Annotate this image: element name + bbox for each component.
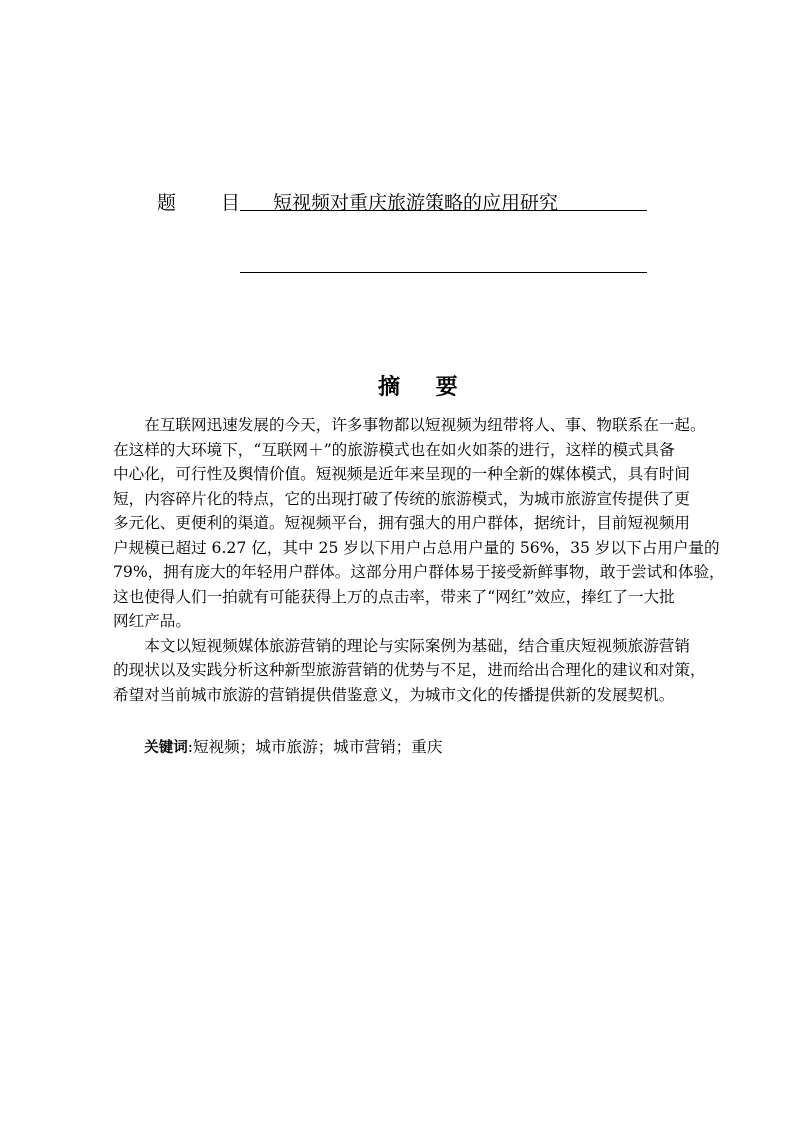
keywords-label: 关键词: [144, 740, 188, 756]
abstract-line: 的现状以及实践分析这种新型旅游营销的优势与不足，进而给出合理化的建议和对策，: [113, 661, 706, 679]
abstract-line: 短，内容碎片化的特点，它的出现打破了传统的旅游模式，为城市旅游宣传提供了更: [113, 489, 690, 508]
abstract-line: 这也使得人们一拍就有可能获得上万的点击率，带来了“网红”效应，捧红了一大批: [113, 587, 675, 606]
title-label-char-1: 题: [157, 192, 177, 214]
abstract-line: 多元化、更便利的渠道。短视频平台，拥有强大的用户群体，据统计，目前短视频用: [113, 514, 690, 532]
title-underline-2: [240, 272, 647, 273]
abstract-line: 希望对当前城市旅游的营销提供借鉴意义，为城市文化的传播提供新的发展契机。: [113, 685, 675, 704]
abstract-heading: 摘 要: [378, 374, 472, 400]
abstract-line: 本文以短视频媒体旅游营销的理论与实际案例为基础，结合重庆短视频旅游营销: [113, 636, 690, 655]
title-label-char-2: 目: [221, 192, 241, 214]
keywords-line: [113, 737, 442, 758]
abstract-line: 在这样的大环境下，“互联网＋”的旅游模式也在如火如荼的进行，这样的模式具备: [113, 440, 675, 459]
title-underline-1: [240, 210, 647, 211]
thesis-title: 短视频对重庆旅游策略的应用研究: [273, 192, 559, 214]
abstract-line: 在互联网迅速发展的今天，许多事物都以短视频为纽带将人、事、物联系在一起。: [113, 416, 706, 434]
abstract-line: 户规模已超过 6.27 亿，其中 25 岁以下用户占总用户量的 56%，35 岁以下占用户量的: [113, 538, 720, 557]
abstract-line: 中心化，可行性及舆情价值。短视频是近年来呈现的一种全新的媒体模式，具有时间: [113, 465, 690, 483]
abstract-line: 网红产品。: [113, 612, 191, 630]
keywords-value: :短视频；城市旅游；城市营销；重庆: [187, 738, 443, 756]
abstract-line: 79%，拥有庞大的年轻用户群体。这部分用户群体易于接受新鲜事物，敢于尝试和体验，: [113, 563, 725, 581]
